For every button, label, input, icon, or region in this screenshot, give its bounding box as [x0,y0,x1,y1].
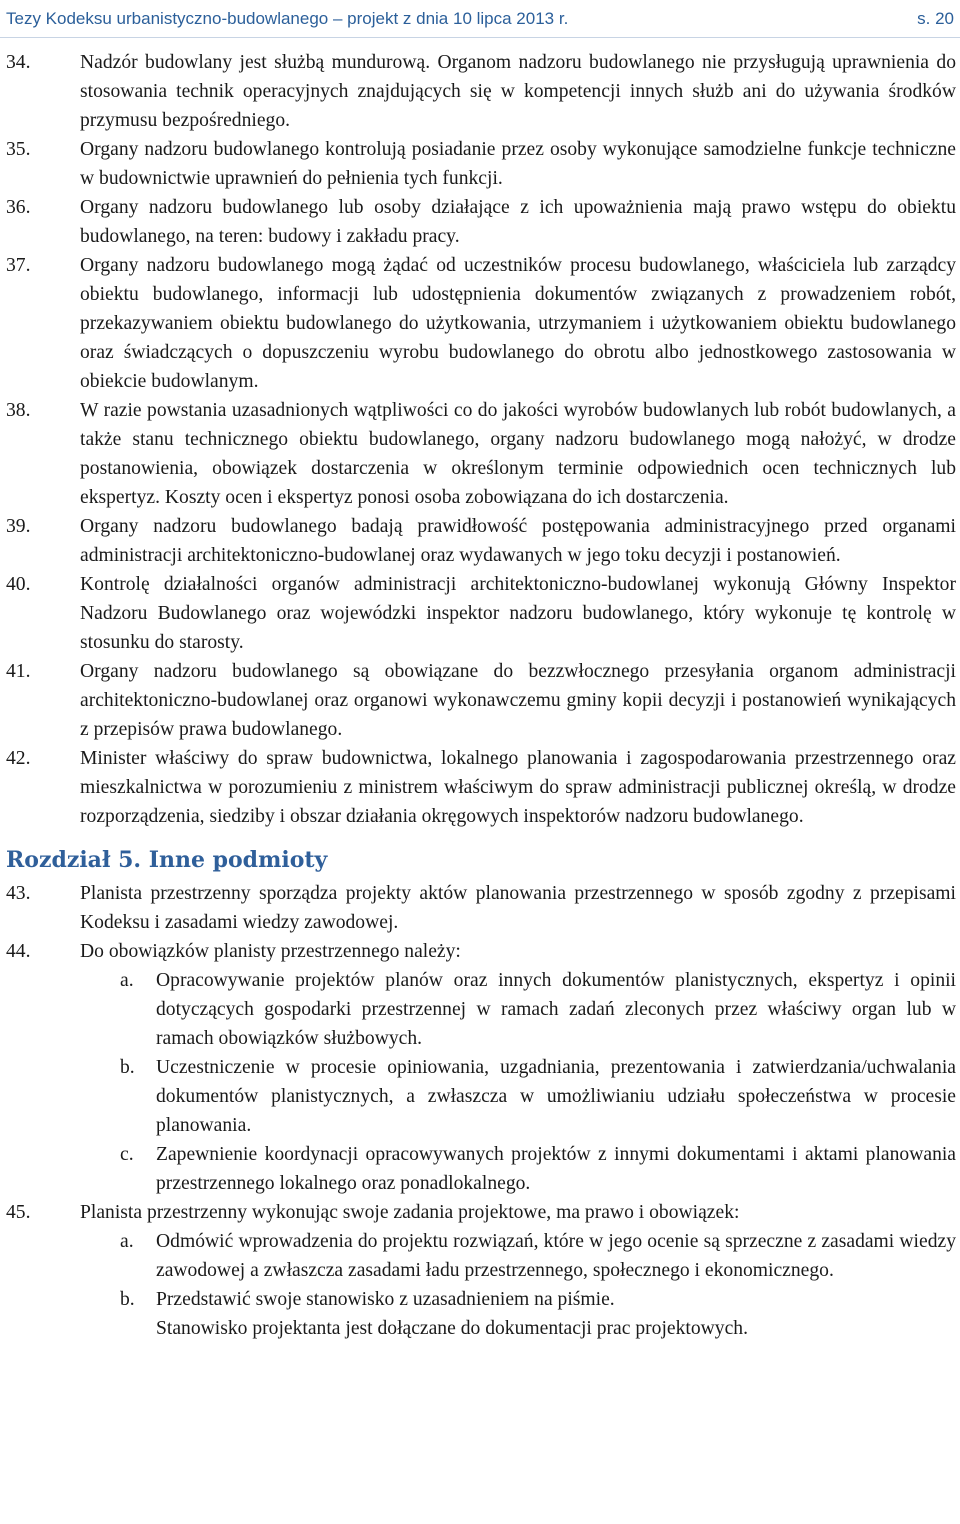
article-45 [0,1198,960,1227]
point-letter: b. [120,1289,135,1310]
article-38 [0,396,960,512]
point-letter: c. [120,1144,134,1165]
article-number: 40. [6,574,31,595]
article-text: Organy nadzoru budowlanego kontrolują posiadanie przez osoby wykonujące samodzielne funkcje techniczne w budownictwie uprawnień do pełnienia tych funkcji. [80,139,956,189]
page-number: s. 20 [917,8,954,28]
document-body [0,48,960,1343]
point-text: Przedstawić swoje stanowisko z uzasadnieniem na piśmie. [156,1289,615,1310]
point-text: Opracowywanie projektów planów oraz innych dokumentów planistycznych, ekspertyz i opinii dotyczących gospodarki przestrzennej w ramach zadań zleconych przez właściwy organ lub w ramach obowiązków służbowych. [156,970,956,1049]
article-34 [0,48,960,135]
article-number: 42. [6,748,31,769]
article-text: Organy nadzoru budowlanego badają prawidłowość postępowania administracyjnego przed organami administracji architektoniczno-budowlanej oraz wydawanych w jego toku decyzji i postanowień. [80,516,956,566]
article-number: 37. [6,255,31,276]
chapter-heading: Rozdział 5. Inne podmioty [6,847,328,873]
article-44-point-a [0,966,960,1053]
article-42 [0,744,960,831]
article-text: Kontrolę działalności organów administracji architektoniczno-budowlanej wykonują Główny Inspektor Nadzoru Budowlanego oraz wojewódzki inspektor nadzoru budowlanego, który wykonuje tę kontrolę w stosunku do starosty. [80,574,956,653]
page-header [0,4,960,38]
article-number: 43. [6,883,31,904]
article-44-point-c [0,1140,960,1198]
article-number: 39. [6,516,31,537]
point-text: Odmówić wprowadzenia do projektu rozwiązań, które w jego ocenie są sprzeczne z zasadami wiedzy zawodowej a zwłaszcza zasadami ładu przestrzennego, społecznego i ekonomicznego. [156,1231,956,1281]
article-39 [0,512,960,570]
article-number: 44. [6,941,31,962]
article-44 [0,937,960,966]
document-title: Tezy Kodeksu urbanistyczno-budowlanego – projekt z dnia 10 lipca 2013 r. [6,8,569,28]
article-number: 36. [6,197,31,218]
article-44-point-b [0,1053,960,1140]
article-text: Planista przestrzenny wykonując swoje zadania projektowe, ma prawo i obowiązek: [80,1202,740,1223]
article-text: Minister właściwy do spraw budownictwa, lokalnego planowania i zagospodarowania przestrzennego oraz mieszkalnictwa w porozumieniu z ministrem właściwym do spraw administracji publicznej określą, w drodze rozporządzenia, siedziby i obszar działania okręgowych inspektorów nadzoru budowlanego. [80,748,956,827]
article-text: Do obowiązków planisty przestrzennego należy: [80,941,461,962]
article-text: Organy nadzoru budowlanego lub osoby działające z ich upoważnienia mają prawo wstępu do obiektu budowlanego, na teren: budowy i zakładu pracy. [80,197,956,247]
article-41 [0,657,960,744]
article-text: Organy nadzoru budowlanego są obowiązane do bezzwłocznego przesyłania organom administracji architektoniczno-budowlanej oraz organowi wykonawczemu gminy kopii decyzji i postanowień wynikających z przepisów prawa budowlanego. [80,661,956,740]
article-number: 34. [6,52,31,73]
article-text: Organy nadzoru budowlanego mogą żądać od uczestników procesu budowlanego, właściciela lub zarządcy obiektu budowlanego, informacji lub udostępnienia dokumentów związanych z prowadzeniem robót, przekazywaniem obiektu budowlanego do użytkowania, utrzymaniem i użytkowaniem obiektu budowlanego oraz świadczących o dopuszczeniu wyrobu budowlanego do obrotu albo jednostkowego zastosowania w obiekcie budowlanym. [80,255,956,392]
article-text: Nadzór budowlany jest służbą mundurową. Organom nadzoru budowlanego nie przysługują uprawnienia do stosowania technik operacyjnych znajdujących się w kompetencji innych służb ani do używania środków przymusu bezpośredniego. [80,52,956,131]
article-text: W razie powstania uzasadnionych wątpliwości co do jakości wyrobów budowlanych lub robót budowlanych, a także stanu technicznego obiektu budowlanego, organy nadzoru budowlanego mogą nałożyć, w drodze postanowienia, obowiązek dostarczenia w określonym terminie odpowiednich ocen technicznych lub ekspertyz. Koszty ocen i ekspertyz ponosi osoba zobowiązana do ich dostarczenia. [80,400,956,508]
point-letter: a. [120,970,134,991]
article-43 [0,879,960,937]
article-text: Planista przestrzenny sporządza projekty aktów planowania przestrzennego w sposób zgodny z przepisami Kodeksu i zasadami wiedzy zawodowej. [80,883,956,933]
article-45-point-a [0,1227,960,1285]
article-45-note: Stanowisko projektanta jest dołączane do dokumentacji prac projektowych. [156,1318,748,1339]
article-number: 38. [6,400,31,421]
point-letter: b. [120,1057,135,1078]
article-number: 41. [6,661,31,682]
article-37 [0,251,960,396]
article-45-point-b [0,1285,960,1314]
article-35 [0,135,960,193]
article-40 [0,570,960,657]
article-number: 45. [6,1202,31,1223]
article-36 [0,193,960,251]
article-number: 35. [6,139,31,160]
point-letter: a. [120,1231,134,1252]
point-text: Uczestniczenie w procesie opiniowania, uzgadniania, prezentowania i zatwierdzania/uchwalania dokumentów planistycznych, a zwłaszcza w umożliwianiu udziału społeczeństwa w procesie planowania. [156,1057,956,1136]
point-text: Zapewnienie koordynacji opracowywanych projektów z innymi dokumentami i aktami planowania przestrzennego lokalnego oraz ponadlokalnego. [156,1144,956,1194]
